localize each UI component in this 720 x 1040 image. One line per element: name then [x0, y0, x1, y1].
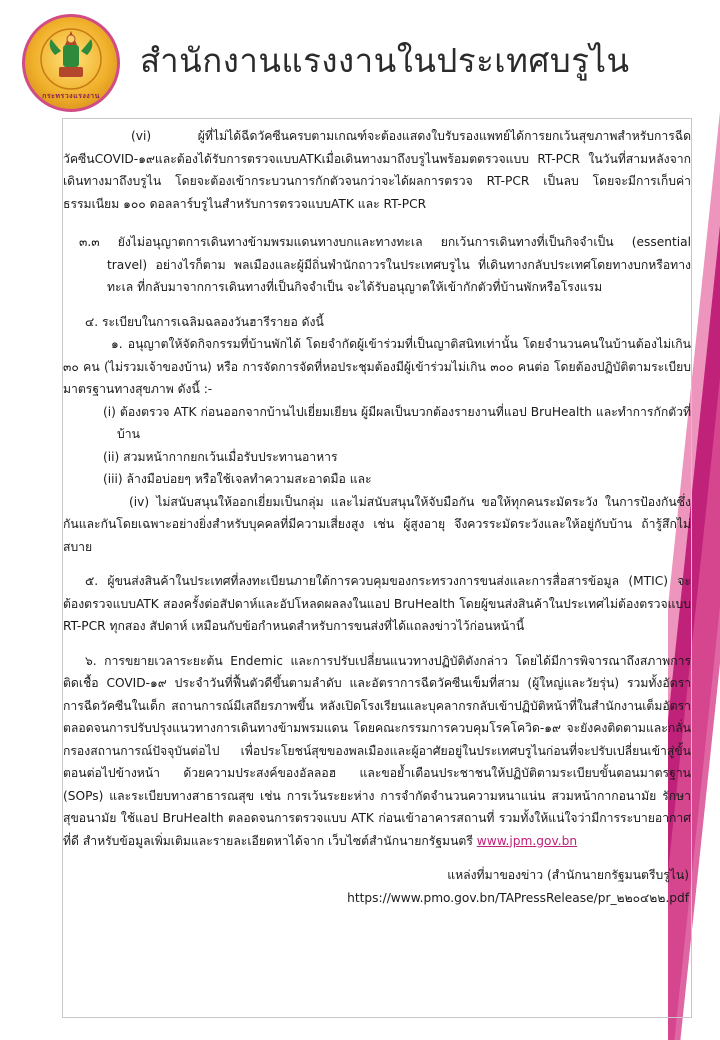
sub-item-iv: (iv) ไม่สนับสนุนให้ออกเยี่ยมเป็นกลุ่ม และไม่สนับสนุนให้จับมือกัน ขอให้ทุกคนระมัดระวัง ในการป้องกันซึ่งกันและกันโดยเฉพาะอย่างยิ่งสำหรับบุคคลที่มีความเสี่ยงสูง เช่น ผู้สูงอายุ จึงควรระมัดระวังและให้อยู่กับบ้าน ถ้ารู้สึกไม่สบาย [63, 494, 691, 554]
paragraph-vi: (vi) ผู้ที่ไม่ได้ฉีดวัคซีนครบตามเกณฑ์จะต้องแสดงใบรับรองแพทย์ได้การยกเว้นสุขภาพสำหรับการฉีดวัคซีนCOVID-๑๙และต้องได้รับการตรวจแบบATKเมื่อเดินทางมาถึงบรูไนพร้อมตตรวจแบบ RT-PCR ในวันที่สามหลังจากเดินทางมาถึงบรูไน โดยจะต้องเข้ากระบวนการกักตัวจนกว่าจะได้ผลการตรวจ RT-PCR เป็นลบ โดยจะมีการเก็บค่าธรรมเนียม ๑๐๐ ดอลลาร์บรูไนสำหรับการตรวจแบบATK และ RT-PCR [63, 129, 691, 211]
paragraph-4-heading: ๔. ระเบียบในการเฉลิมฉลองวันฮารีรายอ ดังนี้ [85, 314, 324, 329]
paragraph-6 [63, 650, 691, 853]
jpm-website-link[interactable]: www.jpm.gov.bn [476, 833, 578, 848]
ministry-of-labour-logo [22, 14, 120, 112]
sub-item-ii: (ii) สวมหน้ากากยกเว้นเมื่อรับประทานอาหาร [103, 449, 338, 464]
paragraph-5: ๕. ผู้ขนส่งสินค้าในประเทศที่ลงทะเบียนภายใต้การควบคุมของกระทรวงการขนส่งและการสื่อสารข้อมูล (MTIC) จะต้องตรวจแบบATK สองครั้งต่อสัปดาห์และอัปโหลดผลลงในแอป BruHealth โดยผู้ขนส่งสินค้าในประเทศไม่ต้องตรวจแบบ RT-PCR ทุกสอง สัปดาห์ เหมือนกับข้อกำหนดสำหรับการขนส่งที่ได้แถลงข่าวไว้ก่อนหน้านี้ [63, 574, 691, 633]
paragraph-6-text: ๖. การขยายเวลาระยะต้น Endemic และการปรับเปลี่ยนแนวทางปฏิบัติดังกล่าว โดยได้มีการพิจารณาถึงสภาพการติดเชื้อ COVID-๑๙ ประจำวันที่ฟื้นตัวดีขึ้นตามลำดับ และอัตราการฉีดวัคซีนเข็มที่สาม (ผู้ใหญ่และวัยรุ่น) รวมทั้งอัตราการฉีดวัคซีนในเด็ก สถานการณ์มีเสถียรภาพขึ้น หลังเปิดโรงเรียนและบุคลากรกลับเข้าปฏิบัติหน้าที่ในสำนักงานเต็มอัตรา ตลอดจนการปรับปรุงแนวทางการเดินทางข้ามพรมแดน โดยคณะกรรมการควบคุมโรคโควิด-๑๙ จะยังคงติดตามและกลั่นกรองสถานการณ์ปัจจุบันต่อไป เพื่อประโยชน์สุขของพลเมืองและผู้อาศัยอยู่ในประเทศบรูไนก่อนที่จะปรับเปลี่ยนเข้าสู่ขั้นตอนต่อไปข้างหน้า ด้วยความประสงค์ของอัลลอฮ และขอย้ำเตือนประชาชนให้ปฏิบัติตามระเบียบขั้นตอนมาตรฐาน (SOPs) และระเบียบทางสาธารณสุข เช่น การเว้นระยะห่าง การจำกัดจำนวนความหนาแน่น สวมหน้ากากอนามัย รักษาสุขอนามัย ใช้แอป BruHealth ตลอดจนการตรวจแบบ ATK ก่อนเข้าอาคารสถานที่ รวมทั้งให้แน่ใจว่ามีการระบายอากาศที่ดี สำหรับข้อมูลเพิ่มเติมและรายละเอียดหาได้จาก เว็บไซต์สำนักนายกรัฐมนตรี [63, 653, 691, 848]
logo-text: กระทรวงแรงงาน [42, 92, 100, 100]
source-url[interactable]: https://www.pmo.gov.bn/TAPressRelease/pr_๒๒๐๔๒๒.pdf [347, 890, 689, 905]
page-title: สำนักงานแรงงานในประเทศบรูไน [140, 41, 630, 80]
document-body [62, 118, 692, 1018]
paragraph-4-1: ๑. อนุญาตให้จัดกิจกรรมที่บ้านพักได้ โดยจำกัดผู้เข้าร่วมที่เป็นญาติสนิทเท่านั้น โดยจำนวนคนในบ้านต้องไม่เกิน ๓๐ คน (ไม่รวมเจ้าของบ้าน) หรือ การจัดการจัดที่หอประชุมต้องมีผู้เข้าร่วมไม่เกิน ๓๐๐ คนต่อ โดยต้องปฏิบัติตามระเบียบมาตรฐานทางสุขภาพ ดังนี้ :- [63, 337, 691, 396]
news-source: แหล่งที่มาของข่าว (สำนักนายกรัฐมนตรีบรูไน) [447, 868, 689, 882]
sub-item-iii: (iii) ล้างมือบ่อยๆ หรือใช้เจลทำความสะอาดมือ และ [103, 472, 372, 486]
sub-item-i: (i) ต้องตรวจ ATK ก่อนออกจากบ้านไปเยี่ยมเยียน ผู้มีผลเป็นบวกต้องรายงานที่แอป BruHealth และทำการกักตัวที่บ้าน [103, 404, 691, 441]
paragraph-3-3: ๓.๓ ยังไม่อนุญาตการเดินทางข้ามพรมแดนทางบกและทางทะเล ยกเว้นการเดินทางที่เป็นกิจจำเป็น (essential travel) อย่างไรก็ตาม พลเมืองและผู้มีถิ่นพำนักถาวรในประเทศบรูไน ที่เดินทางกลับประเทศโดยทางบกหรือทางทะเล ที่กลับมาจากการเดินทางที่เป็นกิจจำเป็น จะได้รับอนุญาตให้เข้ากักตัวที่บ้านพักหรือโรงแรม [79, 235, 691, 294]
